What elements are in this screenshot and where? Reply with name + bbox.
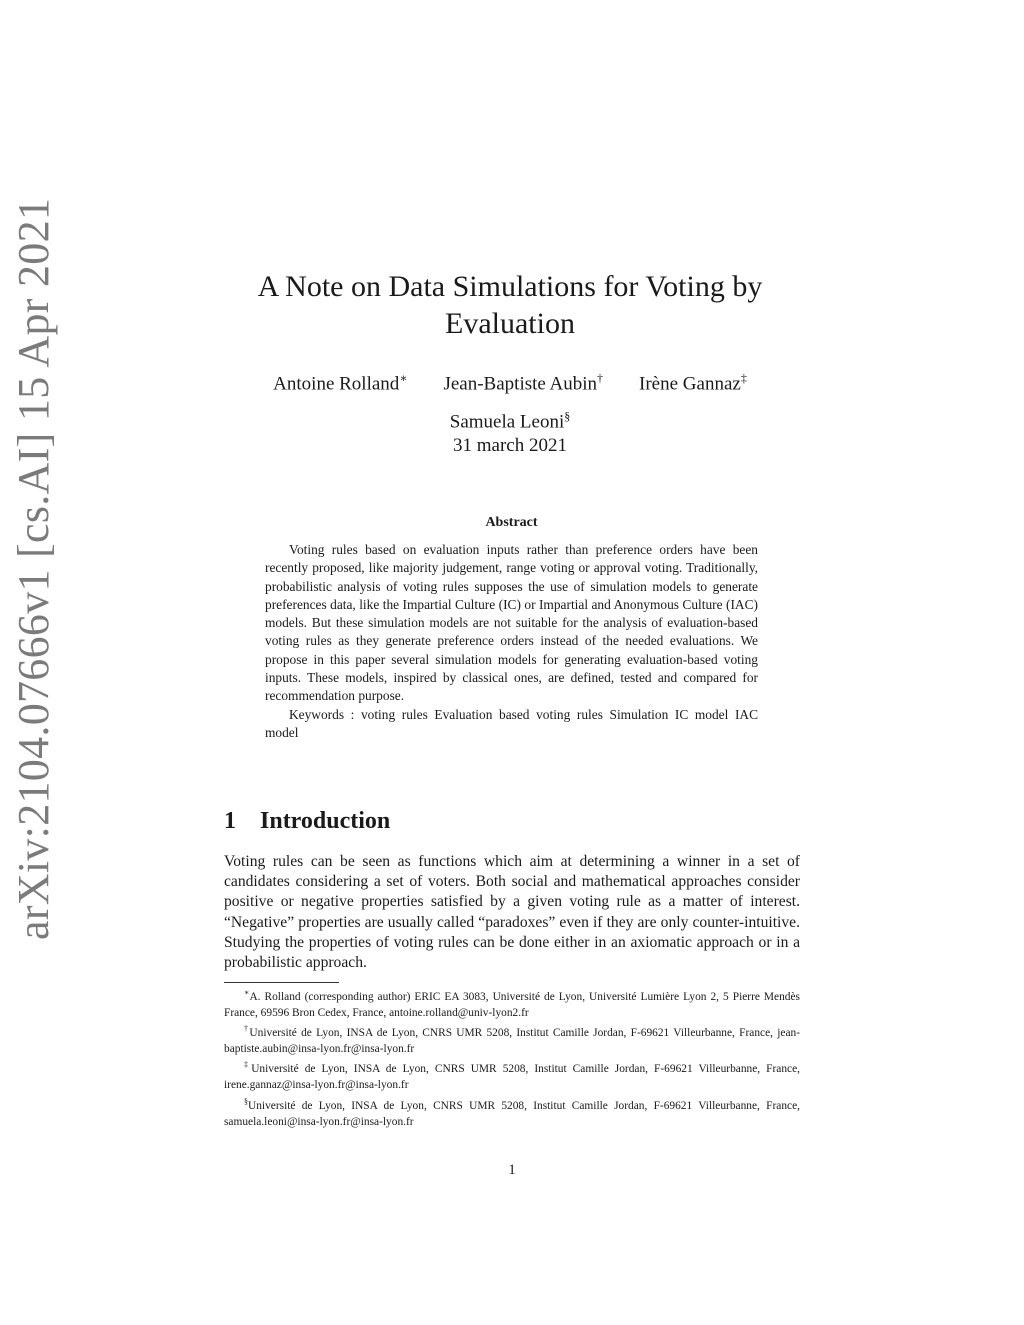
section-heading: [224, 808, 390, 835]
arxiv-sidebar-stamp: arXiv:2104.07666v1 [cs.AI] 15 Apr 2021: [9, 197, 58, 940]
section-title: Introduction: [260, 808, 391, 834]
footnote: ∗A. Rolland (corresponding author) ERIC EA 3083, Université de Lyon, Université Lumière Lyon 2, 5 Pierre Mendès France, 69596 Bron Cedex, France, antoine.rolland@univ-lyon2.fr: [224, 988, 800, 1019]
footnote: ‡Université de Lyon, INSA de Lyon, CNRS UMR 5208, Institut Camille Jordan, F-69621 Villeurbanne, France, irene.gannaz@insa-lyon.fr@insa-lyon.fr: [224, 1060, 801, 1092]
abstract: [265, 541, 758, 742]
paper-date: 31 march 2021: [453, 435, 567, 456]
author: Antoine Rolland∗: [273, 371, 408, 395]
page-number: 1: [508, 1162, 516, 1178]
paper-title: [200, 268, 820, 342]
footnotes: [224, 985, 800, 1130]
footnote-divider: [224, 982, 339, 983]
footnote: †Université de Lyon, INSA de Lyon, CNRS UMR 5208, Institut Camille Jordan, F-69621 Villeurbanne, France, jean-baptiste.aubin@insa-lyon.fr@insa-lyon.fr: [224, 1024, 800, 1056]
abstract-heading: Abstract: [485, 515, 538, 530]
abstract-keywords: Keywords : voting rules Evaluation based voting rules Simulation IC model IAC model: [265, 706, 758, 740]
author-row-2: [200, 400, 820, 438]
section-number: 1: [224, 808, 236, 834]
author: Irène Gannaz‡: [639, 371, 747, 395]
author-list: [200, 362, 820, 439]
abstract-body: Voting rules based on evaluation inputs rather than preference orders have been recently proposed, like majority judgement, range voting or approval voting. Traditionally, probabilistic analysis of voting rules supposes the use of simulation models to generate preferences data, like the Impartial Culture (IC) or Impartial and Anonymous Culture (IAC) models. But these simulation models are not suitable for the analysis of evaluation-based voting rules as they generate preference orders instead of the needed evaluations. We propose in this paper several simulation models for generating evaluation-based voting inputs. These models, inspired by classical ones, are defined, tested and compared for recommendation purpose.: [265, 542, 758, 704]
title-line-2: Evaluation: [445, 307, 575, 340]
author-row-1: [200, 362, 820, 400]
author: Samuela Leoni§: [449, 409, 571, 433]
author: Jean-Baptiste Aubin†: [443, 371, 604, 395]
footnote: §Université de Lyon, INSA de Lyon, CNRS UMR 5208, Institut Camille Jordan, F-69621 Villeurbanne, France, samuela.leoni@insa-lyon.fr@insa-lyon.fr: [224, 1096, 800, 1128]
intro-paragraph: Voting rules can be seen as functions which aim at determining a winner in a set of candidates considering a set of voters. Both social and mathematical approaches consider positive or negative properties satisfied by a given voting rule as a matter of interest. “Negative” properties are usually called “paradoxes” even if they are only counter-intuitive. Studying the properties of voting rules can be done either in an axiomatic approach or in a probabilistic approach.: [224, 853, 800, 972]
title-line-1: A Note on Data Simulations for Voting by: [257, 270, 763, 303]
